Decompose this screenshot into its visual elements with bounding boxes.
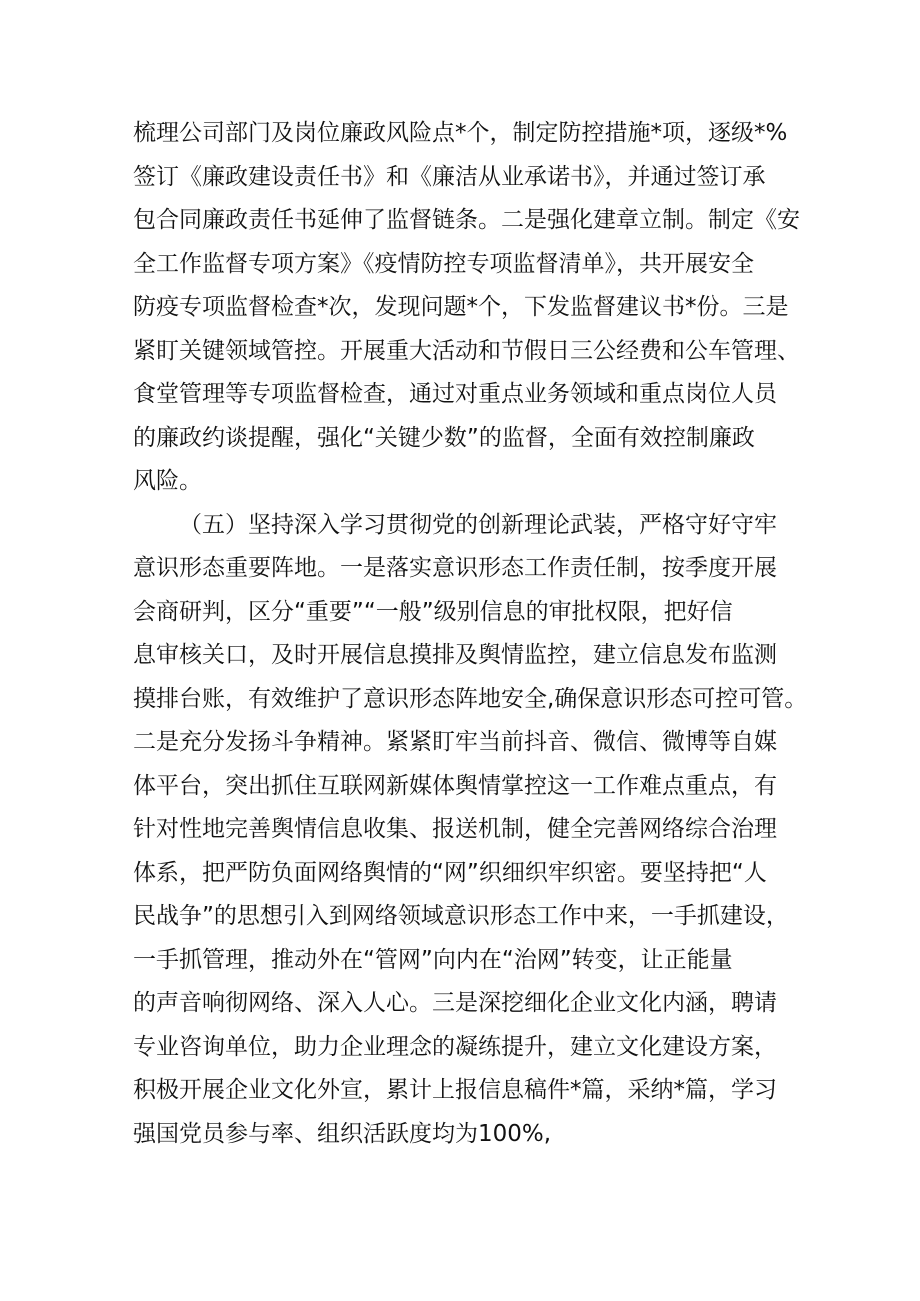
text-line: 全工作监督专项方案》《疫情防控专项监督清单》，共开展安全 xyxy=(133,250,754,277)
text-line: 针对性地完善舆情信息收集、报送机制，健全完善网络综合治理 xyxy=(133,816,777,842)
text-line: 积极开展企业文化外宣，累计上报信息稿件*篇，采纳*篇，学习 xyxy=(133,1077,777,1103)
text-line: 包合同廉政责任书延伸了监督链条。二是强化建章立制。制定《安 xyxy=(133,207,800,233)
text-line: 签订《廉政建设责任书》和《廉洁从业承诺书》，并通过签订承 xyxy=(133,163,766,190)
text-line: 一手抓管理，推动外在“管网”向内在“治网”转变，让正能量 xyxy=(133,946,733,973)
text-line: 风险。 xyxy=(133,468,202,494)
text-line: 摸排台账，有效维护了意识形态阵地安全,确保意识形态可控可管。 xyxy=(133,685,808,712)
text-line: 的声音响彻网络、深入人心。三是深挖细化企业文化内涵，聘请 xyxy=(133,990,777,1016)
text-line: 紧盯关键领域管控。开展重大活动和节假日三公经费和公车管理、 xyxy=(133,337,800,364)
section-heading-line: （五）坚持深入学习贯彻党的创新理论武装，严格守好守牢 xyxy=(179,511,777,538)
text-line: 食堂管理等专项监督检查，通过对重点业务领域和重点岗位人员 xyxy=(133,381,777,407)
document-body xyxy=(133,112,808,1156)
text-line: 民战争”的思想引入到网络领域意识形态工作中来，一手抓建设， xyxy=(133,903,789,929)
text-line: 二是充分发扬斗争精神。紧紧盯牢当前抖音、微信、微博等自媒 xyxy=(133,729,777,755)
text-line: 防疫专项监督检查*次，发现问题*个，下发监督建议书*份。三是 xyxy=(133,294,789,320)
text-line: 体系，把严防负面网络舆情的“网”织细织牢织密。要坚持把“人 xyxy=(133,859,767,886)
text-line: 专业咨询单位，助力企业理念的凝练提升，建立文化建设方案， xyxy=(133,1033,777,1060)
text-line: 体平台，突出抓住互联网新媒体舆情掌控这一工作难点重点，有 xyxy=(133,772,777,799)
text-line: 会商研判，区分“重要”“一般”级别信息的审批权限，把好信 xyxy=(133,598,733,625)
text-line: 意识形态重要阵地。一是落实意识形态工作责任制，按季度开展 xyxy=(133,555,777,581)
text-line: 的廉政约谈提醒，强化“关键少数”的监督，全面有效控制廉政 xyxy=(133,424,755,451)
text-line: 强国党员参与率、组织活跃度均为100%, xyxy=(133,1120,552,1147)
text-line: 梳理公司部门及岗位廉政风险点*个，制定防控措施*项，逐级*% xyxy=(133,120,788,146)
text-line: 息审核关口，及时开展信息摸排及舆情监控，建立信息发布监测 xyxy=(133,642,777,668)
